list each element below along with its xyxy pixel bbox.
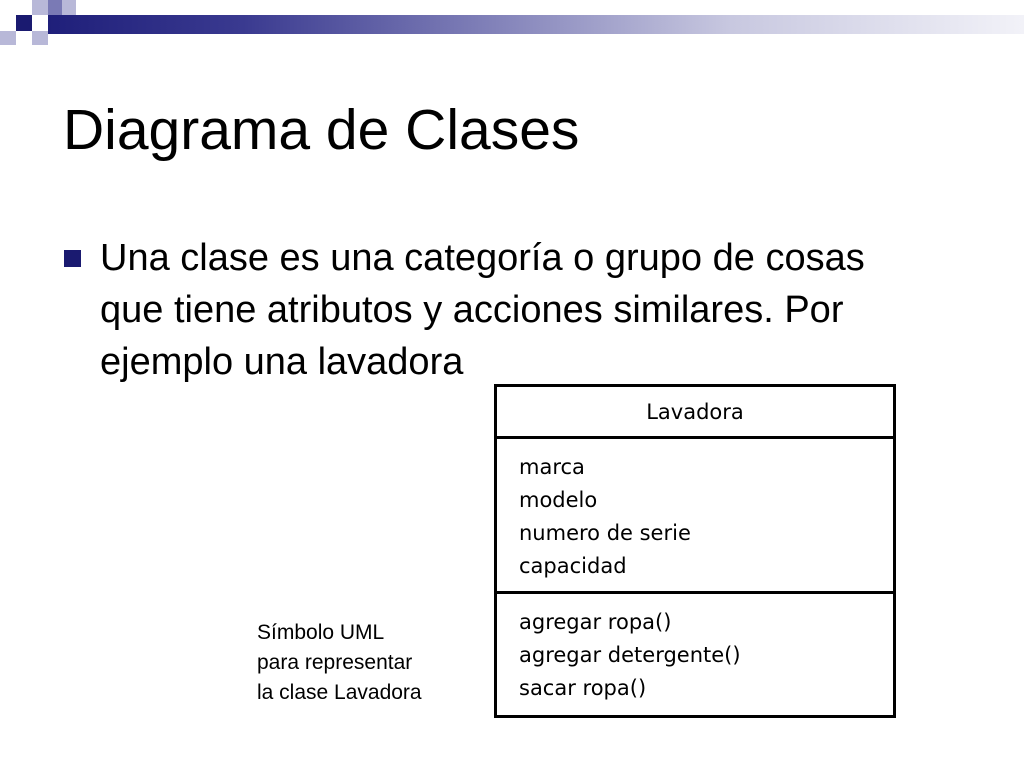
diagram-caption	[257, 618, 487, 708]
decor-square	[0, 31, 16, 45]
uml-attribute: modelo	[519, 488, 598, 512]
uml-class-name: Lavadora	[497, 387, 893, 439]
uml-operation: agregar ropa()	[519, 610, 672, 634]
decor-square	[48, 0, 62, 15]
bullet-text: Una clase es una categoría o grupo de cosas que tiene atributos y acciones similares. Por ejemplo una lavadora	[100, 237, 865, 383]
uml-operation: sacar ropa()	[519, 676, 647, 700]
header-gradient-bar	[48, 15, 1024, 34]
uml-attribute: numero de serie	[519, 521, 691, 545]
uml-class-box	[494, 384, 896, 718]
slide-title: Diagrama de Clases	[63, 98, 580, 162]
uml-attribute: marca	[519, 455, 585, 479]
uml-attributes	[497, 439, 893, 594]
uml-operation: agregar detergente()	[519, 643, 741, 667]
decorative-header-band	[0, 0, 1024, 40]
decor-square	[32, 0, 48, 15]
caption-line: Símbolo UML	[257, 621, 385, 644]
decor-square	[32, 31, 48, 45]
uml-attribute: capacidad	[519, 554, 627, 578]
uml-operations	[497, 594, 893, 705]
caption-line: para representar	[257, 651, 413, 674]
caption-line: la clase Lavadora	[257, 681, 422, 704]
decor-square	[62, 0, 76, 15]
decor-square	[16, 15, 32, 31]
square-bullet-icon	[64, 250, 81, 267]
